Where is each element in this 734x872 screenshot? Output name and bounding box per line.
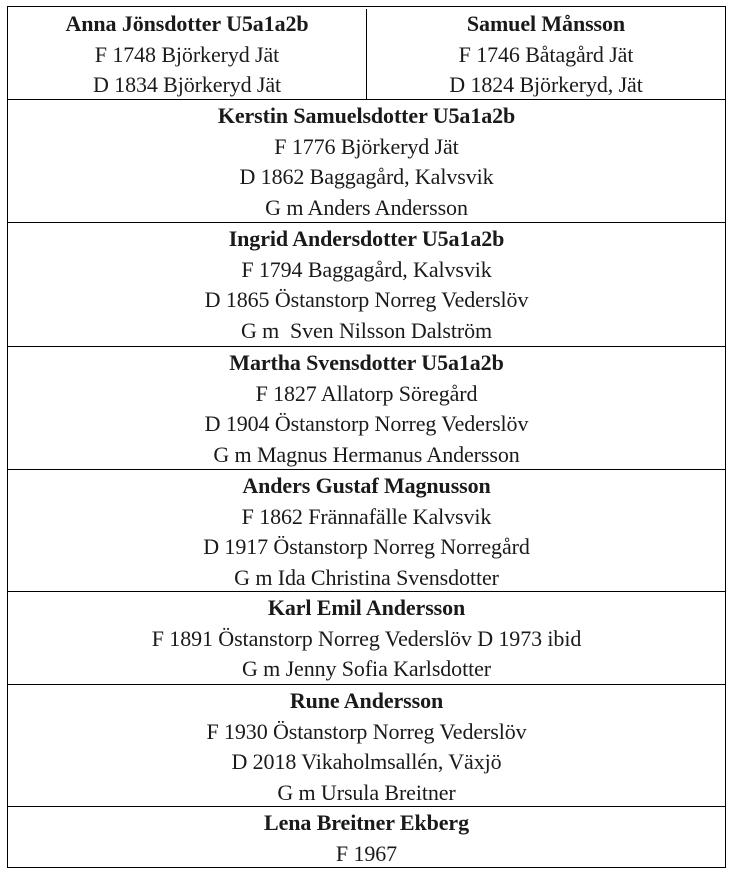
detail-line: F 1862 Frännafälle Kalvsvik xyxy=(241,503,492,529)
generation-row xyxy=(8,222,725,346)
generation-row xyxy=(8,99,725,222)
detail-line: G m Ursula Breitner xyxy=(277,779,456,805)
generation-row xyxy=(8,591,725,684)
death-line: D 1834 Björkeryd Jät xyxy=(92,72,282,98)
detail-line: G m Sven Nilsson Dalström xyxy=(240,317,492,343)
person-name: Samuel Månsson xyxy=(466,11,626,36)
detail-line: F 1827 Allatorp Söregård xyxy=(255,380,478,406)
parents-row xyxy=(8,7,725,99)
detail-line: D 2018 Vikaholmsallén, Växjö xyxy=(231,749,502,775)
detail-line: F 1776 Björkeryd Jät xyxy=(274,133,459,159)
generation-row xyxy=(8,684,725,806)
parent-cell-father xyxy=(366,9,725,99)
detail-line: F 1930 Östanstorp Norreg Vederslöv xyxy=(206,718,527,744)
detail-line: G m Jenny Sofia Karlsdotter xyxy=(241,656,492,682)
person-name: Rune Andersson xyxy=(289,688,444,713)
detail-line: F 1891 Östanstorp Norreg Vederslöv D 1973 ibid xyxy=(151,625,582,651)
parent-cell-mother xyxy=(8,9,366,99)
person-name: Kerstin Samuelsdotter U5a1a2b xyxy=(217,103,516,128)
person-name: Lena Breitner Ekberg xyxy=(264,810,469,835)
genealogy-table xyxy=(7,6,726,868)
detail-line: D 1904 Östanstorp Norreg Vederslöv xyxy=(204,411,529,437)
person-name: Anna Jönsdotter U5a1a2b xyxy=(65,11,309,36)
generation-row xyxy=(8,346,725,469)
detail-line: D 1862 Baggagård, Kalvsvik xyxy=(239,164,494,190)
person-name: Martha Svensdotter U5a1a2b xyxy=(229,350,504,375)
detail-line: G m Magnus Hermanus Andersson xyxy=(213,441,520,467)
detail-line: D 1865 Östanstorp Norreg Vederslöv xyxy=(204,287,529,313)
birth-line: F 1748 Björkeryd Jät xyxy=(94,41,280,67)
detail-line: G m Ida Christina Svensdotter xyxy=(234,564,499,590)
detail-line: D 1917 Östanstorp Norreg Norregård xyxy=(203,534,530,560)
person-name: Ingrid Andersdotter U5a1a2b xyxy=(228,226,505,251)
person-name: Anders Gustaf Magnusson xyxy=(242,473,491,498)
person-name: Karl Emil Andersson xyxy=(267,595,466,620)
detail-line: F 1794 Baggagård, Kalvsvik xyxy=(241,256,492,282)
generation-row xyxy=(8,806,725,867)
detail-line: F 1967 xyxy=(335,840,398,866)
death-line: D 1824 Björkeryd, Jät xyxy=(449,72,643,98)
birth-line: F 1746 Båtagård Jät xyxy=(458,41,634,67)
generation-row xyxy=(8,469,725,591)
detail-line: G m Anders Andersson xyxy=(265,194,468,220)
